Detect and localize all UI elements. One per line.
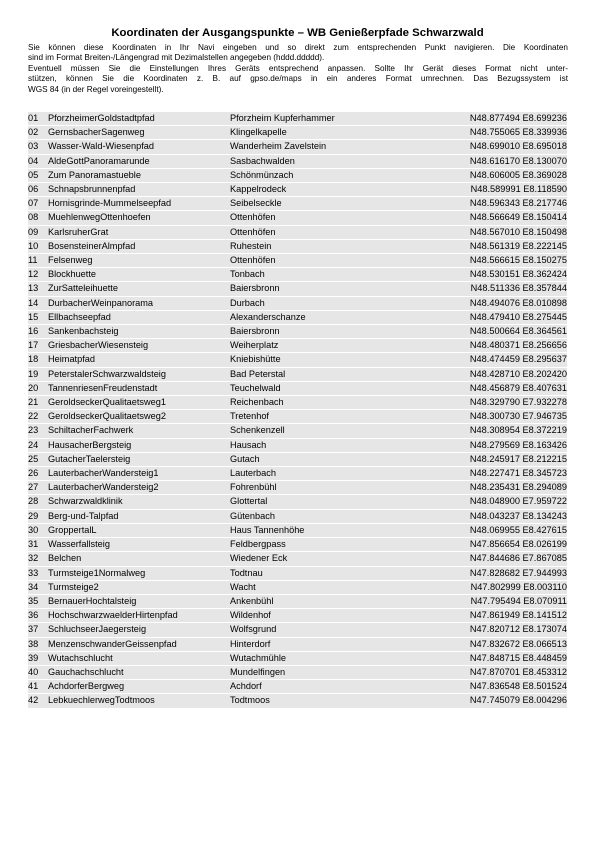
trail-name: HochschwarzwaelderHirtenpfad [48, 609, 230, 623]
trail-name: ZurSatteleihuette [48, 282, 230, 296]
coordinates: N48.456879 E8.407631 [442, 381, 567, 395]
start-point: Pforzheim Kupferhammer [230, 112, 442, 126]
row-number: 41 [28, 680, 48, 694]
table-row [28, 694, 567, 708]
coordinates: N48.589991 E8.118590 [442, 183, 567, 197]
row-number: 13 [28, 282, 48, 296]
coordinates: N48.596343 E8.217746 [442, 197, 567, 211]
row-number: 36 [28, 609, 48, 623]
trail-name: Schnapsbrunnenpfad [48, 183, 230, 197]
coordinates: N48.474459 E8.295637 [442, 353, 567, 367]
coordinates: N48.329790 E7.932278 [442, 396, 567, 410]
start-point: Gütenbach [230, 509, 442, 523]
row-number: 08 [28, 211, 48, 225]
row-number: 01 [28, 112, 48, 126]
start-point: Ottenhöfen [230, 211, 442, 225]
trail-name: Wutachschlucht [48, 651, 230, 665]
coordinates: N47.828682 E7.944993 [442, 566, 567, 580]
trail-name: HausacherBergsteig [48, 438, 230, 452]
row-number: 30 [28, 523, 48, 537]
table-row [28, 410, 567, 424]
start-point: Weiherplatz [230, 339, 442, 353]
table-row [28, 112, 567, 126]
coordinates: N47.861949 E8.141512 [442, 609, 567, 623]
table-row [28, 594, 567, 608]
table-row [28, 183, 567, 197]
trail-name: BosensteinerAlmpfad [48, 239, 230, 253]
coordinates-table-body [28, 112, 567, 708]
row-number: 29 [28, 509, 48, 523]
row-number: 05 [28, 168, 48, 182]
trail-name: LauterbacherWandersteig1 [48, 467, 230, 481]
row-number: 17 [28, 339, 48, 353]
table-row [28, 680, 567, 694]
trail-name: GutacherTaelersteig [48, 452, 230, 466]
coordinates: N48.530151 E8.362424 [442, 268, 567, 282]
start-point: Feldbergpass [230, 538, 442, 552]
trail-name: Blockhuette [48, 268, 230, 282]
trail-name: MenzenschwanderGeissenpfad [48, 637, 230, 651]
row-number: 32 [28, 552, 48, 566]
intro-line: stützen, können Sie die Koordinaten z. B. auf gpso.de/maps in ein anderes Format umrechnen. Das Bezugssystem ist [28, 74, 568, 84]
coordinates: N48.279569 E8.163426 [442, 438, 567, 452]
table-row [28, 452, 567, 466]
start-point: Wacht [230, 580, 442, 594]
trail-name: MuehlenwegOttenhoefen [48, 211, 230, 225]
table-row [28, 296, 567, 310]
start-point: Ankenbühl [230, 594, 442, 608]
coordinates: N48.561319 E8.222145 [442, 239, 567, 253]
row-number: 10 [28, 239, 48, 253]
coordinates: N47.745079 E8.004296 [442, 694, 567, 708]
start-point: Ottenhöfen [230, 225, 442, 239]
trail-name: Schwarzwaldklinik [48, 495, 230, 509]
start-point: Baiersbronn [230, 282, 442, 296]
row-number: 16 [28, 325, 48, 339]
trail-name: KarlsruherGrat [48, 225, 230, 239]
intro-line: Eventuell müssen Sie die Einstellungen Ihres Geräts entsprechend anpassen. Sollte Ihr Gerät dieses Format nicht unter- [28, 63, 568, 73]
table-row [28, 126, 567, 140]
coordinates: N47.832672 E8.066513 [442, 637, 567, 651]
table-row [28, 381, 567, 395]
coordinates: N48.069955 E8.427615 [442, 523, 567, 537]
table-row [28, 282, 567, 296]
coordinates: N48.048900 E7.959722 [442, 495, 567, 509]
coordinates: N48.567010 E8.150498 [442, 225, 567, 239]
intro-line: sind im Format Breiten-/Längengrad mit Dezimalstellen angegeben (hddd.ddddd). [28, 53, 325, 63]
coordinates: N48.227471 E8.345723 [442, 467, 567, 481]
trail-name: Belchen [48, 552, 230, 566]
table-row [28, 481, 567, 495]
coordinates: N48.235431 E8.294089 [442, 481, 567, 495]
trail-name: GernsbacherSagenweg [48, 126, 230, 140]
table-row [28, 254, 567, 268]
start-point: Klingelkapelle [230, 126, 442, 140]
trail-name: LauterbacherWandersteig2 [48, 481, 230, 495]
row-number: 09 [28, 225, 48, 239]
document-title: Koordinaten der Ausgangspunkte – WB Genießerpfade Schwarzwald [111, 27, 484, 39]
row-number: 21 [28, 396, 48, 410]
start-point: Fohrenbühl [230, 481, 442, 495]
start-point: Ruhestein [230, 239, 442, 253]
coordinates: N47.856654 E8.026199 [442, 538, 567, 552]
start-point: Gutach [230, 452, 442, 466]
start-point: Seibelseckle [230, 197, 442, 211]
table-row [28, 438, 567, 452]
trail-name: AldeGottPanoramarunde [48, 154, 230, 168]
trail-name: SchluchseerJaegersteig [48, 623, 230, 637]
row-number: 18 [28, 353, 48, 367]
start-point: Hausach [230, 438, 442, 452]
start-point: Wolfsgrund [230, 623, 442, 637]
start-point: Kniebishütte [230, 353, 442, 367]
row-number: 03 [28, 140, 48, 154]
table-row [28, 523, 567, 537]
table-row [28, 353, 567, 367]
row-number: 23 [28, 424, 48, 438]
row-number: 39 [28, 651, 48, 665]
trail-name: Gauchachschlucht [48, 665, 230, 679]
start-point: Tretenhof [230, 410, 442, 424]
coordinates: N48.500664 E8.364561 [442, 325, 567, 339]
trail-name: Zum Panoramastueble [48, 168, 230, 182]
row-number: 31 [28, 538, 48, 552]
table-row [28, 225, 567, 239]
coordinates: N48.606005 E8.369028 [442, 168, 567, 182]
table-row [28, 168, 567, 182]
table-row [28, 467, 567, 481]
table-row [28, 325, 567, 339]
start-point: Durbach [230, 296, 442, 310]
coordinates: N48.699010 E8.695018 [442, 140, 567, 154]
table-row [28, 509, 567, 523]
start-point: Lauterbach [230, 467, 442, 481]
start-point: Bad Peterstal [230, 367, 442, 381]
start-point: Wildenhof [230, 609, 442, 623]
start-point: Alexanderschanze [230, 310, 442, 324]
table-row [28, 268, 567, 282]
coordinates: N48.566615 E8.150275 [442, 254, 567, 268]
trail-name: Ellbachseepfad [48, 310, 230, 324]
intro-text [28, 43, 568, 95]
row-number: 34 [28, 580, 48, 594]
row-number: 25 [28, 452, 48, 466]
table-row [28, 197, 567, 211]
table-row [28, 665, 567, 679]
start-point: Wanderheim Zavelstein [230, 140, 442, 154]
trail-name: LebkuechlerwegTodtmoos [48, 694, 230, 708]
row-number: 22 [28, 410, 48, 424]
table-row [28, 367, 567, 381]
trail-name: PforzheimerGoldstadtpfad [48, 112, 230, 126]
coordinates: N48.566649 E8.150414 [442, 211, 567, 225]
row-number: 07 [28, 197, 48, 211]
intro-line: Sie können diese Koordinaten in Ihr Navi eingeben und so direkt zum entsprechenden Punkt navigieren. Die Koordinaten [28, 43, 568, 52]
start-point: Baiersbronn [230, 325, 442, 339]
coordinates: N48.616170 E8.130070 [442, 154, 567, 168]
start-point: Tonbach [230, 268, 442, 282]
trail-name: Sankenbachsteig [48, 325, 230, 339]
trail-name: Berg-und-Talpfad [48, 509, 230, 523]
trail-name: Felsenweg [48, 254, 230, 268]
start-point: Hinterdorf [230, 637, 442, 651]
start-point: Ottenhöfen [230, 254, 442, 268]
table-row [28, 552, 567, 566]
table-row [28, 211, 567, 225]
coordinates: N47.802999 E8.003110 [442, 580, 567, 594]
table-row [28, 495, 567, 509]
table-row [28, 140, 567, 154]
start-point: Schönmünzach [230, 168, 442, 182]
row-number: 06 [28, 183, 48, 197]
coordinates: N48.043237 E8.134243 [442, 509, 567, 523]
coordinates: N48.308954 E8.372219 [442, 424, 567, 438]
trail-name: Heimatpfad [48, 353, 230, 367]
trail-name: AchdorferBergweg [48, 680, 230, 694]
trail-name: GriesbacherWiesensteig [48, 339, 230, 353]
row-number: 20 [28, 381, 48, 395]
start-point: Mundelfingen [230, 665, 442, 679]
trail-name: Turmsteige2 [48, 580, 230, 594]
coordinates-table [28, 112, 567, 709]
coordinates: N48.428710 E8.202420 [442, 367, 567, 381]
table-row [28, 154, 567, 168]
coordinates: N48.300730 E7.946735 [442, 410, 567, 424]
start-point: Todtmoos [230, 694, 442, 708]
start-point: Sasbachwalden [230, 154, 442, 168]
trail-name: BernauerHochtalsteig [48, 594, 230, 608]
coordinates: N48.245917 E8.212215 [442, 452, 567, 466]
coordinates: N47.848715 E8.448459 [442, 651, 567, 665]
start-point: Wutachmühle [230, 651, 442, 665]
trail-name: Turmsteige1Normalweg [48, 566, 230, 580]
trail-name: TannenriesenFreudenstadt [48, 381, 230, 395]
row-number: 37 [28, 623, 48, 637]
coordinates: N47.844686 E7.867085 [442, 552, 567, 566]
coordinates: N48.494076 E8.010898 [442, 296, 567, 310]
table-row [28, 339, 567, 353]
row-number: 19 [28, 367, 48, 381]
trail-name: PeterstalerSchwarzwaldsteig [48, 367, 230, 381]
trail-name: Hornisgrinde-Mummelseepfad [48, 197, 230, 211]
coordinates: N47.870701 E8.453312 [442, 665, 567, 679]
coordinates: N48.755065 E8.339936 [442, 126, 567, 140]
table-row [28, 310, 567, 324]
trail-name: GroppertalL [48, 523, 230, 537]
intro-line: WGS 84 (in der Regel voreingestellt). [28, 84, 164, 94]
row-number: 15 [28, 310, 48, 324]
table-row [28, 239, 567, 253]
table-row [28, 623, 567, 637]
row-number: 42 [28, 694, 48, 708]
table-row [28, 637, 567, 651]
start-point: Teuchelwald [230, 381, 442, 395]
table-row [28, 566, 567, 580]
row-number: 35 [28, 594, 48, 608]
table-row [28, 538, 567, 552]
row-number: 12 [28, 268, 48, 282]
row-number: 33 [28, 566, 48, 580]
coordinates: N47.795494 E8.070911 [442, 594, 567, 608]
start-point: Wiedener Eck [230, 552, 442, 566]
trail-name: GeroldseckerQualitaetsweg1 [48, 396, 230, 410]
table-row [28, 651, 567, 665]
row-number: 26 [28, 467, 48, 481]
coordinates: N48.479410 E8.275445 [442, 310, 567, 324]
row-number: 04 [28, 154, 48, 168]
coordinates: N47.836548 E8.501524 [442, 680, 567, 694]
trail-name: Wasserfallsteig [48, 538, 230, 552]
coordinates: N47.820712 E8.173074 [442, 623, 567, 637]
trail-name: Wasser-Wald-Wiesenpfad [48, 140, 230, 154]
start-point: Glottertal [230, 495, 442, 509]
start-point: Achdorf [230, 680, 442, 694]
row-number: 38 [28, 637, 48, 651]
start-point: Kappelrodeck [230, 183, 442, 197]
row-number: 14 [28, 296, 48, 310]
start-point: Reichenbach [230, 396, 442, 410]
row-number: 40 [28, 665, 48, 679]
row-number: 28 [28, 495, 48, 509]
start-point: Todtnau [230, 566, 442, 580]
coordinates: N48.480371 E8.256656 [442, 339, 567, 353]
table-row [28, 424, 567, 438]
row-number: 24 [28, 438, 48, 452]
start-point: Haus Tannenhöhe [230, 523, 442, 537]
table-row [28, 609, 567, 623]
coordinates: N48.511336 E8.357844 [442, 282, 567, 296]
table-row [28, 396, 567, 410]
table-row [28, 580, 567, 594]
row-number: 27 [28, 481, 48, 495]
start-point: Schenkenzell [230, 424, 442, 438]
trail-name: DurbacherWeinpanorama [48, 296, 230, 310]
trail-name: SchiltacherFachwerk [48, 424, 230, 438]
trail-name: GeroldseckerQualitaetsweg2 [48, 410, 230, 424]
row-number: 11 [28, 254, 48, 268]
coordinates: N48.877494 E8.699236 [442, 112, 567, 126]
row-number: 02 [28, 126, 48, 140]
